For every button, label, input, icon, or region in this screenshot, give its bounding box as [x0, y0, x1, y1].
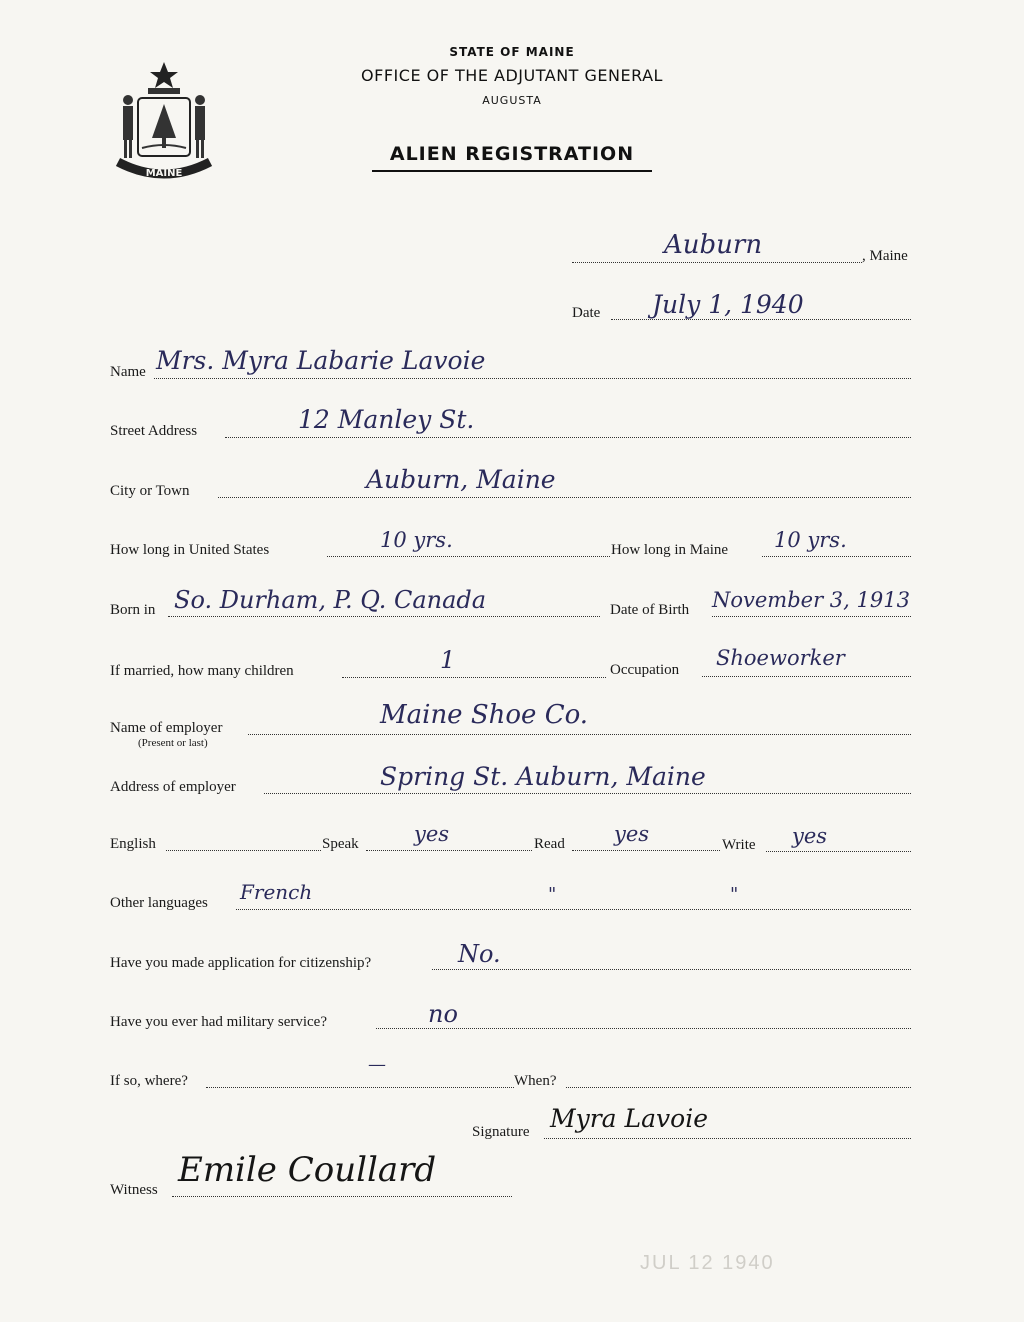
born-in-label: Born in: [110, 602, 156, 618]
city-or-town-value: Auburn, Maine: [366, 465, 556, 494]
read-line: [572, 850, 720, 851]
signature-value: Myra Lavoie: [550, 1104, 708, 1133]
date-of-birth-value: November 3, 1913: [712, 588, 910, 612]
city-or-town-label: City or Town: [110, 483, 190, 499]
citizenship-value: No.: [458, 940, 501, 968]
name-label: Name: [110, 364, 146, 380]
where-label: If so, where?: [110, 1073, 188, 1089]
street-address-line: [225, 437, 911, 438]
signature-label: Signature: [472, 1124, 530, 1140]
form-title: ALIEN REGISTRATION: [389, 143, 635, 165]
title-underline: [372, 170, 652, 172]
write-value: yes: [792, 824, 828, 848]
header-state: STATE OF MAINE: [449, 45, 575, 59]
occupation-label: Occupation: [610, 662, 680, 678]
date-of-birth-label: Date of Birth: [610, 602, 690, 618]
occupation-line: [702, 676, 911, 677]
employer-address-label: Address of employer: [110, 779, 236, 795]
employer-label: Name of employer: [110, 720, 223, 736]
employer-line: [248, 734, 911, 735]
city-or-town-line: [218, 497, 911, 498]
other-read-value: ": [730, 884, 739, 905]
read-label: Read: [534, 836, 565, 852]
military-value: no: [428, 1000, 458, 1028]
military-line: [376, 1028, 911, 1029]
read-value: yes: [614, 822, 650, 846]
citizenship-label: Have you made application for citizenship?: [110, 955, 372, 971]
city-value: Auburn: [664, 230, 763, 260]
occupation-value: Shoeworker: [716, 646, 845, 670]
witness-value: Emile Coullard: [178, 1150, 437, 1190]
employer-address-line: [264, 793, 911, 794]
how-long-maine-label: How long in Maine: [611, 542, 729, 558]
speak-line: [366, 850, 532, 851]
how-long-us-label: How long in United States: [110, 542, 270, 558]
born-in-line: [168, 616, 600, 617]
employer-address-value: Spring St. Auburn, Maine: [380, 762, 706, 791]
how-long-us-line: [327, 556, 610, 557]
other-speak-value: ": [548, 884, 557, 905]
how-long-maine-line: [762, 556, 911, 557]
header-office: OFFICE OF THE ADJUTANT GENERAL: [361, 66, 663, 85]
other-languages-value: French: [240, 880, 313, 904]
street-address-value: 12 Manley St.: [298, 405, 475, 434]
write-label: Write: [722, 837, 756, 853]
where-value: —: [368, 1054, 386, 1075]
when-line: [566, 1087, 911, 1088]
other-languages-line: [236, 909, 911, 910]
where-line: [206, 1087, 514, 1088]
children-label: If married, how many children: [110, 663, 294, 679]
how-long-maine-value: 10 yrs.: [774, 528, 847, 552]
employer-note: (Present or last): [138, 737, 208, 749]
citizenship-line: [432, 969, 911, 970]
children-line: [342, 677, 606, 678]
received-stamp: JUL 12 1940: [640, 1252, 775, 1274]
write-line: [766, 851, 911, 852]
date-value: July 1, 1940: [652, 290, 804, 319]
date-line: [611, 319, 911, 320]
speak-label: Speak: [322, 836, 359, 852]
maine-label: , Maine: [862, 248, 908, 264]
how-long-us-value: 10 yrs.: [380, 528, 453, 552]
military-label: Have you ever had military service?: [110, 1014, 327, 1030]
date-of-birth-line: [712, 616, 911, 617]
english-label: English: [110, 836, 156, 852]
english-line: [166, 850, 321, 851]
witness-label: Witness: [110, 1182, 158, 1198]
name-line: [154, 378, 911, 379]
city-line: [572, 262, 862, 263]
header-city: AUGUSTA: [482, 94, 542, 107]
other-languages-label: Other languages: [110, 895, 208, 911]
name-value: Mrs. Myra Labarie Lavoie: [156, 346, 486, 375]
children-value: 1: [440, 646, 456, 674]
employer-value: Maine Shoe Co.: [380, 700, 589, 730]
speak-value: yes: [414, 822, 450, 846]
street-address-label: Street Address: [110, 423, 198, 439]
born-in-value: So. Durham, P. Q. Canada: [174, 586, 487, 614]
signature-line: [544, 1138, 911, 1139]
when-label: When?: [514, 1073, 557, 1089]
witness-line: [172, 1196, 512, 1197]
svg-text:MAINE: MAINE: [145, 168, 183, 179]
date-label: Date: [572, 305, 601, 321]
